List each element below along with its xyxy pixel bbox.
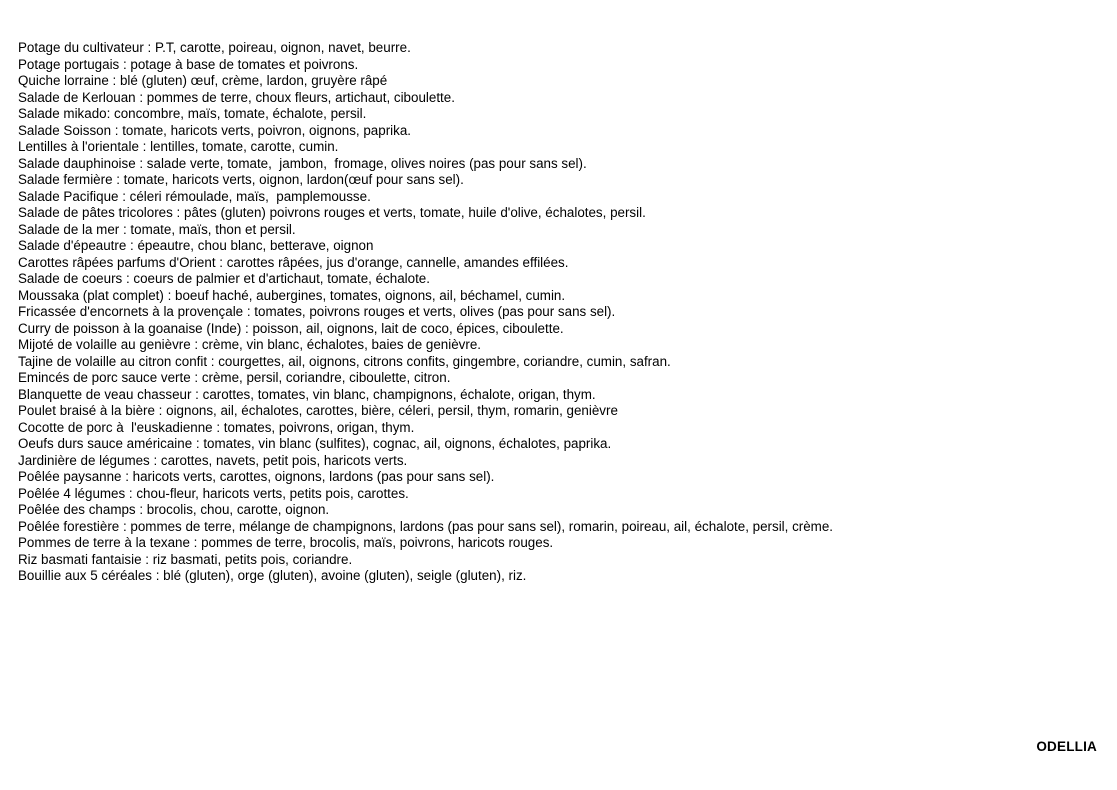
dish-item: Potage portugais : potage à base de tomates et poivrons.	[18, 56, 359, 72]
dish-item: Curry de poisson à la goanaise (Inde) : poisson, ail, oignons, lait de coco, épices, ciboulette.	[18, 320, 564, 336]
dish-item: Salade de la mer : tomate, maïs, thon et persil.	[18, 221, 296, 237]
dish-item: Riz basmati fantaisie : riz basmati, petits pois, coriandre.	[18, 551, 353, 567]
dish-item: Cocotte de porc à l'euskadienne : tomates, poivrons, origan, thym.	[18, 419, 415, 435]
dish-item: Jardinière de légumes : carottes, navets, petit pois, haricots verts.	[18, 452, 408, 468]
dish-item: Salade Soisson : tomate, haricots verts, poivron, oignons, paprika.	[18, 122, 412, 138]
dish-item: Potage du cultivateur : P.T, carotte, poireau, oignon, navet, beurre.	[18, 40, 411, 55]
dish-item: Fricassée d'encornets à la provençale : tomates, poivrons rouges et verts, olives (pas pour sans sel).	[18, 304, 616, 319]
dish-item: Bouillie aux 5 céréales : blé (gluten), orge (gluten), avoine (gluten), seigle (gluten), riz.	[18, 568, 527, 583]
dish-item: Poêlée forestière : pommes de terre, mélange de champignons, lardons (pas pour sans sel), romarin, poireau, ail, échalote, persil, crème.	[18, 518, 834, 534]
dish-item: Poêlée paysanne : haricots verts, carottes, oignons, lardons (pas pour sans sel).	[18, 469, 495, 484]
dish-item: Oeufs durs sauce américaine : tomates, vin blanc (sulfites), cognac, ail, oignons, échalotes, paprika.	[18, 436, 612, 451]
dish-item: Blanquette de veau chasseur : carottes, tomates, vin blanc, champignons, échalote, origan, thym.	[18, 386, 596, 402]
dish-item: Salade fermière : tomate, haricots verts, oignon, lardon(œuf pour sans sel).	[18, 172, 464, 187]
dish-item: Salade Pacifique : céleri rémoulade, maïs, pamplemousse.	[18, 188, 371, 204]
dish-list	[18, 40, 833, 585]
dish-item: Lentilles à l'orientale : lentilles, tomate, carotte, cumin.	[18, 139, 339, 154]
dish-item: Salade de Kerlouan : pommes de terre, choux fleurs, artichaut, ciboulette.	[18, 89, 455, 105]
dish-item: Tajine de volaille au citron confit : courgettes, ail, oignons, citrons confits, gingembre, coriandre, cumin, safran.	[18, 353, 671, 369]
dish-item: Quiche lorraine : blé (gluten) œuf, crème, lardon, gruyère râpé	[18, 73, 388, 88]
dish-item: Pommes de terre à la texane : pommes de terre, brocolis, maïs, poivrons, haricots rouges.	[18, 535, 554, 550]
brand-name: ODELLIA	[1036, 739, 1097, 754]
dish-item: Salade d'épeautre : épeautre, chou blanc, betterave, oignon	[18, 238, 374, 253]
dish-item: Salade mikado: concombre, maïs, tomate, échalote, persil.	[18, 106, 367, 121]
dish-item: Poêlée 4 légumes : chou-fleur, haricots verts, petits pois, carottes.	[18, 485, 409, 501]
dish-item: Mijoté de volaille au genièvre : crème, vin blanc, échalotes, baies de genièvre.	[18, 337, 481, 352]
dish-item: Salade dauphinoise : salade verte, tomate, jambon, fromage, olives noires (pas pour sans sel).	[18, 155, 587, 171]
dish-item: Emincés de porc sauce verte : crème, persil, coriandre, ciboulette, citron.	[18, 370, 451, 385]
dish-item: Carottes râpées parfums d'Orient : carottes râpées, jus d'orange, cannelle, amandes effilées.	[18, 254, 569, 270]
dish-item: Poêlée des champs : brocolis, chou, carotte, oignon.	[18, 502, 330, 517]
dish-item: Poulet braisé à la bière : oignons, ail, échalotes, carottes, bière, céleri, persil, thym, romarin, genièvre	[18, 403, 618, 418]
dish-item: Moussaka (plat complet) : boeuf haché, aubergines, tomates, oignons, ail, béchamel, cumin.	[18, 287, 566, 303]
dish-item: Salade de pâtes tricolores : pâtes (gluten) poivrons rouges et verts, tomate, huile d'olive, échalotes, persil.	[18, 205, 646, 220]
dish-item: Salade de coeurs : coeurs de palmier et d'artichaut, tomate, échalote.	[18, 271, 430, 286]
